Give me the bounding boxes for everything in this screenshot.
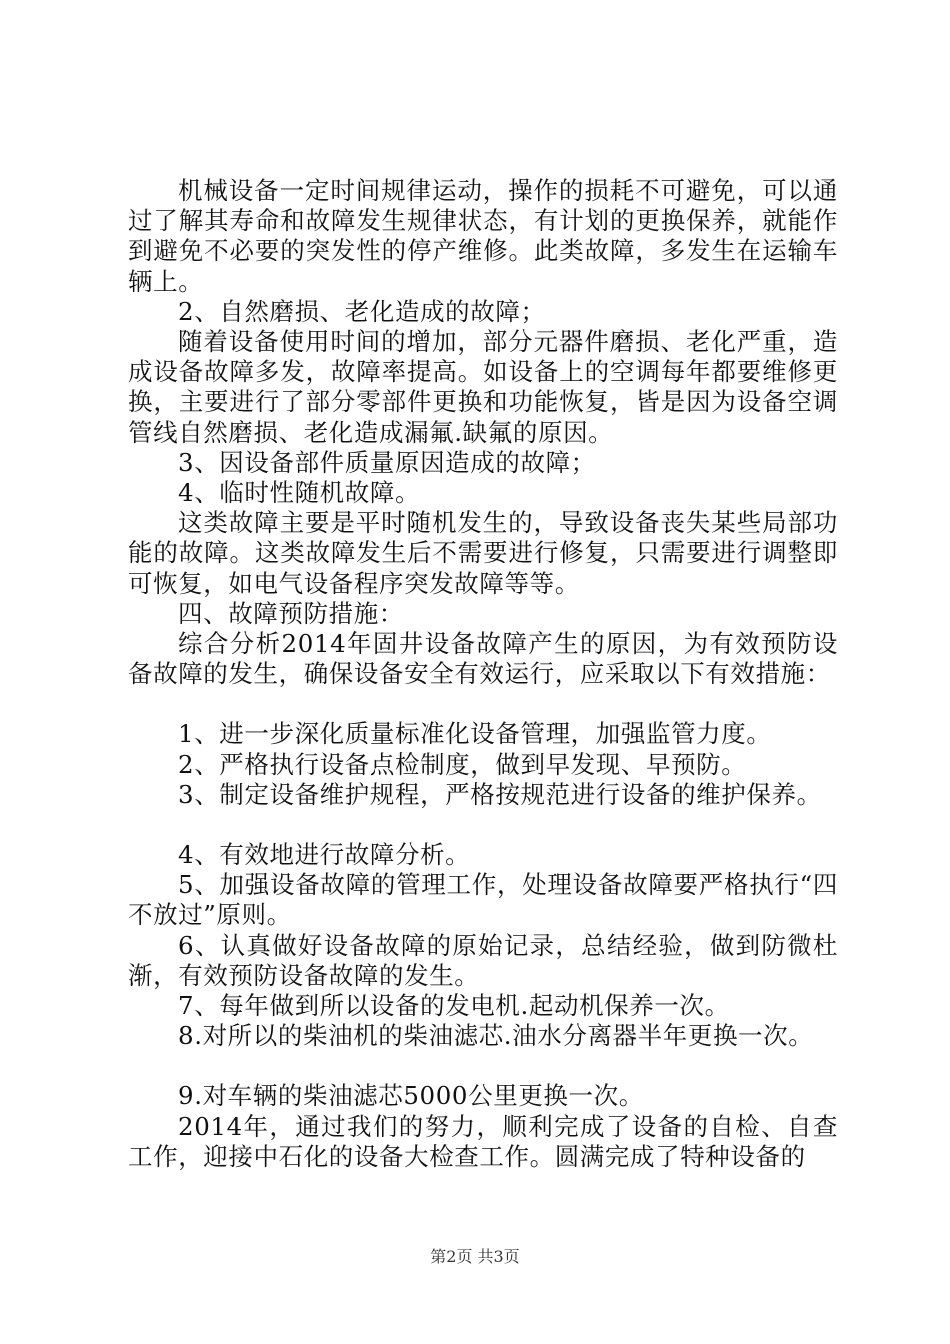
list-item: 5、加强设备故障的管理工作，处理设备故障要严格执行“四不放过”原则。	[128, 870, 838, 930]
list-item: 7、每年做到所以设备的发电机.起动机保养一次。	[178, 991, 730, 1021]
paragraph: 综合分析2014年固井设备故障产生的原因，为有效预防设备故障的发生，确保设备安全有效运行，应采取以下有效措施：	[128, 629, 838, 689]
paragraph: 这类故障主要是平时随机发生的，导致设备丧失某些局部功能的故障。这类故障发生后不需要进行修复，只需要进行调整即可恢复，如电气设备程序突发故障等等。	[128, 508, 838, 598]
list-item: 8.对所以的柴油机的柴油滤芯.油水分离器半年更换一次。	[178, 1021, 814, 1051]
paragraph: 机械设备一定时间规律运动，操作的损耗不可避免，可以通过了解其寿命和故障发生规律状态，有计划的更换保养，就能作到避免不必要的突发性的停产维修。此类故障，多发生在运输车辆上。	[128, 176, 838, 296]
paragraph: 2、自然磨损、老化造成的故障；	[178, 296, 546, 326]
document-body	[128, 176, 838, 1172]
paragraph: 2014年，通过我们的努力，顺利完成了设备的自检、自查工作，迎接中石化的设备大检查工作。圆满完成了特种设备的	[128, 1111, 838, 1171]
paragraph: 3、因设备部件质量原因造成的故障；	[178, 447, 596, 477]
list-item: 9.对车辆的柴油滤芯5000公里更换一次。	[178, 1081, 644, 1111]
list-item: 1、进一步深化质量标准化设备管理，加强监管力度。	[178, 719, 772, 749]
list-item: 2、严格执行设备点检制度，做到早发现、早预防。	[178, 749, 747, 779]
list-item: 6、认真做好设备故障的原始记录，总结经验，做到防微杜渐，有效预防设备故障的发生。	[128, 930, 838, 990]
page-footer: 第2页 共3页	[430, 1247, 520, 1266]
list-item: 4、有效地进行故障分析。	[178, 840, 471, 870]
paragraph: 随着设备使用时间的增加，部分元器件磨损、老化严重，造成设备故障多发，故障率提高。如设备上的空调每年都要维修更换，主要进行了部分零部件更换和功能恢复，皆是因为设备空调管线自然磨损、老化造成漏氟.缺氟的原因。	[128, 327, 838, 447]
paragraph: 4、临时性随机故障。	[178, 478, 421, 508]
list-item: 3、制定设备维护规程，严格按规范进行设备的维护保养。	[178, 779, 822, 809]
section-heading: 四、故障预防措施：	[178, 598, 404, 628]
